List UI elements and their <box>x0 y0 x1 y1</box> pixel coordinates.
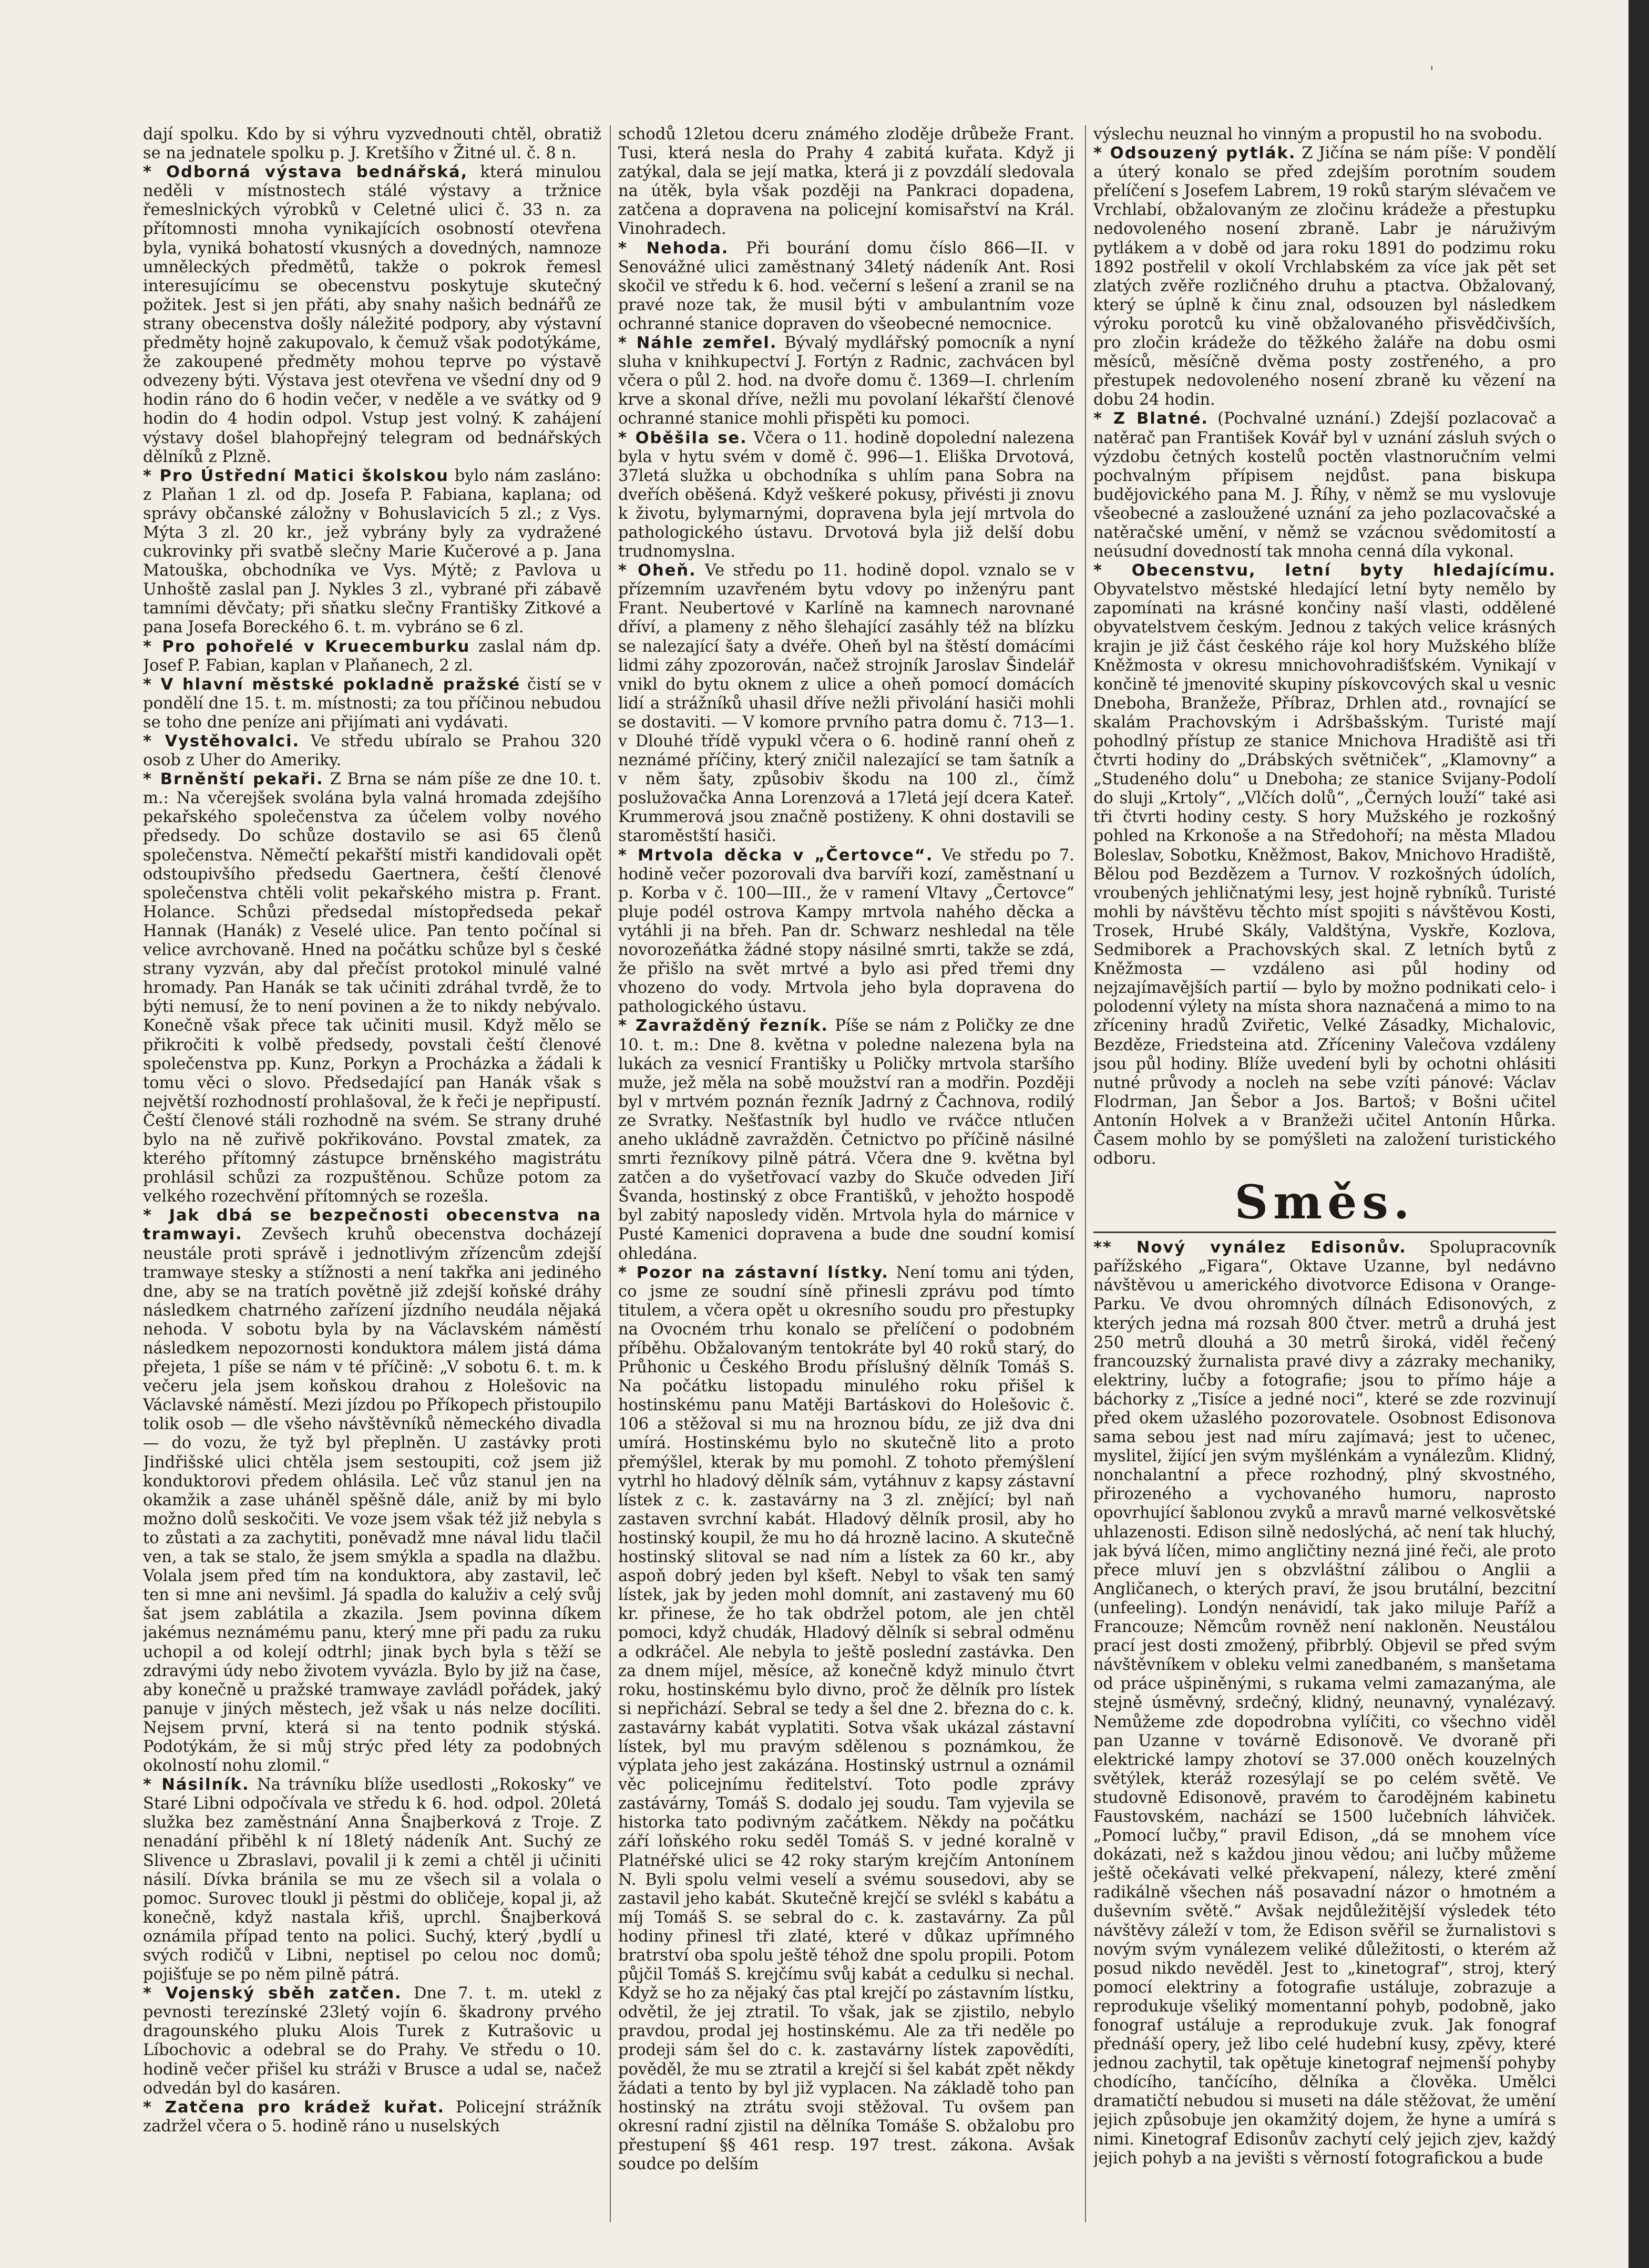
article-paragraph <box>143 163 601 467</box>
article-text: Obyvatelstvo městské hledající letní byty nemělo by zapomínati na krásné končiny naší vlasti, oddělené obyvatelstvem českým. Jednou z takých velice krásných krajin je již část českého ráje kol hory Mužského blíže Kněžmosta v okresu mnichovohradišťském. Vynikají v končině té jmenovité skupiny pískovcových skal u vesnic Dneboha, Branžeže, Příbraz, Drhlen atd., rovnající se skalám Prachovským i Adršbašským. Turisté mají pohodlný přístup ze stanice Mnichova Hradiště asi tři čtvrti hodiny do „Drábských světniček“, „Klamovny“ a „Studeného dolu“ u Dneboha; ze stanice Svijany-Podolí do sluji „Krtoly“, „Vlčích dolů“, „Černých louží“ také asi tři čtvrti hodiny cesty. S hory Mužského je rozkošný pohled na Krkonoše a na Středohoří; na města Mladou Boleslav, Sobotku, Kněžmost, Bakov, Mnichovo Hradiště, Bělou pod Bezdězem a Turnov. V rozkošných údolích, vroubených jehličnatými lesy, jest hojně rybníků. Turisté mohli by návštěvu těchto míst spojiti s návštěvou Kosti, Trosek, Hrubé Skály, Valdštýna, Vyskře, Kozlova, Sedmiborek a Prachovských skal. Z letních bytů z Kněžmosta — vzdáleno asi půl hodiny od nejzajímavějších partií — bylo by možno podnikati celo- i polodenní výlety na místa shora naznačená a mimo to na zříceniny hradů Zviřetic, Velké Zásadky, Michalovic, Bezděze, Friedsteina atd. Zříceniny Valečova vzdáleny jsou půl hodiny. Blíže uvedení byli by ochotni ohlásiti nutné průvody a nocleh na sebe vzíti pánové: Václav Flodrman, Jan Šebor a Jos. Bartoš; v Bošni učitel Antonín Holvek a v Branžeži učitel Antonín Hůrka. Časem mohlo by se pomýšleti na založení turistického odboru. <box>1093 580 1556 1168</box>
article-headline: * Brněnští pekaři. <box>143 770 324 789</box>
article-headline: * Z Blatné. <box>1093 409 1209 428</box>
article-paragraph <box>618 1264 1074 2174</box>
article-text: Na trávníku blíže usedlosti „Rokosky“ ve Staré Libni odpočívala ve středu k 6. hod. odpol. 20letá služka bez zaměstnání Anna Šnajberková z Troje. Z nenadání přiběhl k ní 18letý nádeník Ant. Suchý ze Slivence u Zbraslavi, povalil ji k zemi a chtěl ji učiniti násilí. Dívka bránila se mu ze všech sil a volala o pomoc. Surovec tloukl ji pěstmi do obličeje, kopal ji, až konečně, když nastala křiš, uprchl. Šnajberková oznámila případ tento na polici. Suchý, který ,bydlí u svých rodičů v Libni, neptisel po celou noc domů; pojišťuje se po něm pilně pátrá. <box>143 1776 601 1984</box>
column-divider <box>1085 125 1086 2222</box>
article-headline: * Obecenstvu, letní byty hledajícímu. <box>1093 561 1556 580</box>
article-text: Ve středu po 7. hodině večer pozorovali dva barvíři kozí, zaměstnaní u p. Korba v č. 100—III., že v ramení Vltavy „Čertovce“ pluje podél ostrova Kampy mrtvola nahého děcka a vytáhli ji na břeh. Pan dr. Schwarz neshledal na těle novorozeňátka žádné stopy násilné smrti, takže se zdá, že přišlo na svět mrtvé a bylo asi před třemi dny vhozeno do vody. Mrtvola jeho byla dopravena do pathologického ústavu. <box>618 846 1074 1017</box>
section-title-smes: Směs. <box>1234 1175 1415 1230</box>
article-text: Z Jičína se nám píše: V pondělí a úterý konalo se před zdejším porotním soudem přelíčení s Josefem Labrem, 19 roků starým slévačem ve Vrchlabí, obžalovaným ze zločinu krádeže a přestupku nedovoleného nosení zbraně. Labr je náruživým pytlákem a v době od jara roku 1891 do podzimu roku 1892 postřelil v okolí Vrchlabském za více jak pět set zlatých zvěře rozličného druhu a ptactva. Obžalovaný, který se úplně k činu znal, odsouzen byl následkem výroku porotců ku vině obžalovaného přisvědčivších, pro zločin krádeže do těžkého žaláře na dobu osmi měsíců, měsíčně dvěma posty zostřeného, a pro přestupek nedovoleného nosení zbraně ku vězení na dobu 24 hodin. <box>1093 144 1556 409</box>
article-text: schodů 12letou dceru známého zloděje drůbeže Frant. Tusi, která nesla do Prahy 4 zabitá kuřata. Když ji zatýkal, dala se její matka, která ji z povzdálí sledovala na útěk, byla však později na Pankraci dopadena, zatčena a dopravena na policejní komisařství na Král. Vinohradech. <box>618 125 1074 239</box>
article-paragraph <box>143 675 601 732</box>
article-text: čistí se v pondělí dne 15. t. m. místnosti; za tou příčinou nebudou se toho dne peníze ani přijímati ani vydávati. <box>143 675 601 732</box>
article-headline: * Jak dbá se bezpečnosti obecenstva na tramwayi. <box>143 1206 601 1244</box>
article-headline: * Oheň. <box>618 561 697 580</box>
article-text: která minulou neděli v místnostech stálé výstavy a tržnice řemeslnických výrobků v Celetné ulici č. 33 n. za přítomnosti mnoha vynikajících osobností otevřena byla, vyniká bohatostí vkusných a dovedných, namnoze umněleckých předmětů, takže o pokrok řemesl interesujícímu se obecenstvu poskytuje skutečný požitek. Jest si jen přáti, aby snahy našich bednářů ze strany obecenstva došly náležité podpory, aby výstavní předměty hojně zakupovalo, k čemuž však podotýkáme, že zakoupené předměty mohou teprve po výstavě odvezeny býti. Výstava jest otevřena ve všední dny od 9 hodin ráno do 6 hodin večer, v neděle a ve svátky od 9 hodin do 4 hodin odpol. Vstup jest volný. K zahájení výstavy došel blahopřejný telegram od bednářských dělníků z Plzně. <box>143 163 601 466</box>
article-text: Spolupracovník pařížského „Figara“, Oktave Uzanne, byl nedávno návštěvou u amerického divotvorce Edisona v Orange-Parku. Ve dvou ohromných dílnách Edisonových, z kterých jedna má rozsah 800 čtver. metrů a druhá jest 250 metrů dlouhá a 30 metrů široká, viděl řečený francouzský žurnalista pravé divy a zázraky mechaniky, elektriny, lučby a fotografie; jsou to přímo háje a báchorky z „Tisíce a jedné noci“, které se zde rozvinují před okem užaslého pozorovatele. Osobnost Edisonova sama sebou jest nad míru zajímavá; jest to učenec, myslitel, žijící jen svým myšlénkám a vynálezům. Klidný, nonchalantní a přece rozhodný, plný skvostného, přirozeného a vychovaného humoru, naprosto opovrhující šablonou zvyků a mravů marné velkosvětské uhlazenosti. Edison silně nedoslýchá, ač není tak hluchý, jak bývá líčen, mimo angličtiny nezná jiné řeči, ale proto přece mluví jen s obzvláštní zálibou o Anglii a Angličanech, o kterých praví, že jsou brutální, bezcitní (unfeeling). Londýn nenávidí, tak jako miluje Paříž a Francouze; Němcům rovněž není nakloněn. Neustálou prací jest dosti zmožený, přibrblý. Objevil se před svým návštěvníkem v obleku velmi zanedbaném, s manšetama od práce ušpiněnými, s rukama velmi zamazanýma, ale stejně úsměvný, srdečný, klidný, neunavný, vynalézavý. Nemůžeme zde dopodrobna vylíčiti, co všechno viděl pan Uzanne v továrně Edisonově. Ve dvoraně při elektrické lampy zhotoví se 37.000 oněch kouzelných světýlek, kteráž rozesýlají se po celém světě. Ve studovně Edisonově, pravém to čarodějném kabinetu Faustovském, nachází se 1500 lučebních láhviček. „Pomocí lučby,“ pravil Edison, „dá se mnohem více dokázati, než s každou jinou vědou; ani lučby můžeme ještě očekávati velké překvapení, nálezy, které změní radikálně všechen náš posavadní názor o hmotném a duševním světě.“ Avšak nejdůležitější výsledek této návštěvy záleží v tom, že Edison svěřil se žurnalistovi s novým svým vynálezem veliké důležitosti, o kterém až posud nikdo nevěděl. Jest to „kinetograf“, stroj, který pomocí elektriny a fotografie ustáluje, zobrazuje a reprodukuje všeliký momentanní pohyb, podobně, jako fonograf ustáluje a reprodukuje zvuk. Jak fonograf přednáší opery, jež libo celé hudební kusy, zpěvy, které jednou zachytil, tak opětuje kinetograf nejmenší pohyby chodícího, tančícího, dělníka a člověka. Umělci dramatičtí nebudou si museti na dále stěžovat, že umění jejich způsobuje jen okamžitý dojem, že hyne a umírá s nimi. Kinetograf Edisonův zachytí celý jejich zjev, každý jejich pohyb a na jevišti s věrností fotografickou a bude <box>1093 1238 1556 2168</box>
article-text: Zevšech kruhů obecenstva docházejí neustále proti správě i jednotlivým zřízencům zdejší tramwaye stesky a stížnosti a není takřka ani jediného dne, aby se na tratích povětně již zdejší koňské dráhy následkem chatrného zařízení jízdního neudála nějaká nehoda. V sobotu byla by na Václavském náměstí následkem nepozornosti konduktora málem jistá dáma přejeta, 1 píše se nám v té příčině: „V sobotu 6. t. m. k večeru jela jsem koňskou drahou z Holešovic na Václavské náměstí. Mezi jízdou po Příkopech přistoupilo tolik osob — dle všeho návštěvníků německého divadla — do vozu, že tyž byl přeplněn. U zastávky proti Jindřišské ulici chtěla jsem sestoupiti, což jsem již konduktorovi předem ohlásila. Leč vůz stanul jen na okamžik a zase uháněl spěšně dále, aniž by mi bylo možno dolů seskočiti. Ve voze jsem však též již nebyla s to zůstati a za zachytiti, poněvadž mne nával lidu tlačil ven, a tak se stalo, že jsem smýkla a spadla na dlažbu. Volala jsem před tím na konduktora, aby zastavil, leč ten si mne ani nevšiml. Já spadla do kaluživ a celý svůj šat jsem zablátila a zkazila. Jsem povinna díkem jakémus neznámému panu, který mne při padu za ruku uchopil a od kolejí odtrhl; jinak bych byla s těží se zdravými údy nebo životem vyvázla. Bylo by již na čase, aby konečně u pražské tramwaye zavládl pořádek, jaký panuje v jiných městech, jež však u nás nelze docíliti. Nejsem první, která si na tento podnik stýská. Podotýkám, že si můj strýc před léty za podobných okolností nohu zlomil.“ <box>143 1225 601 1776</box>
column-1 <box>143 125 601 2222</box>
article-text: bylo nám zasláno: z Plaňan 1 zl. od dp. Josefa P. Fabiana, kaplana; od správy občanské záložny v Bohuslavicích 5 zl.; z Vys. Mýta 3 zl. 20 kr., jež vybrány byly za vydražené cukrovinky při svatbě slečny Marie Kučerové a p. Jana Matouška, obchodníka ve Vys. Mýtě; z Pavlova u Unhoště zaslal pan J. Nykles 3 zl., vybrané při zábavě tamními děvčaty; při sňatku slečny Františky Zitkové a pana Josefa Boreckého 6. t. m. vybráno se 6 zl. <box>143 466 601 637</box>
article-headline: * Zavražděný řezník. <box>618 1017 829 1035</box>
article-paragraph <box>143 1206 601 1776</box>
article-paragraph <box>618 1017 1074 1263</box>
article-headline: * Pozor na zástavní lístky. <box>618 1263 889 1282</box>
article-headline: * Pro pohořelé v Kruecemburku <box>143 637 470 656</box>
article-paragraph <box>1093 144 1556 409</box>
article-text: Není tomu ani týden, co jsme ze soudní síně přinesli zprávu pod tímto titulem, a včera opět u okresního soudu pro přestupky na Ovocném trhu konalo se přelíčení o podobném příběhu. Obžalovaným tentokráte byl 40 roků starý, do Průhonic u Českého Brodu příslušný dělník Tomáš S. Na počátku listopadu minulého roku přišel k hostinskému panu Matěji Bartáskovi do Holešovic č. 106 a stěžoval si mu na hroznou bídu, ze již dva dni umírá. Hostinskému bylo no skutečně lito a proto přemýšlel, kterak by mu pomohl. Z tohoto přemýšlení vytrhl ho hladový dělník sám, vytáhnuv z kapsy zástavní lístek z c. k. zastavárny na 3 zl. znějící; byl naň zastaven svrchní kabát. Hladový dělník prosil, aby ho hostinský koupil, že mu ho dá hrozně lacino. A skutečně hostinský slitoval se nad ním a lístek za 60 kr., aby aspoň dobrý jeden byl kšeft. Nebyl to však ten samý lístek, jak by jeden mohl domnít, ani zastavený mu 60 kr. přinese, že ho tak obdržel potom, ale jen chtěl pomoci, když chudák, Hladový dělník si sebral odměnu a odkráčel. Ale nebyla to ještě poslední zastávka. Den za dnem míjel, měsíce, až konečně když minulo čtvrt roku, hostinskému bylo divno, proč že dělník pro lístek si nepřichází. Sebral se tedy a šel dne 2. března do c. k. zastavárny kabát vyplatiti. Sotva však ukázal zástavní lístek, byl mu pravým sdělenou s poznámkou, že výplata jeho jest zakázána. Hostinský ustrnul a oznámil věc policejnímu ředitelství. Toto podle zprávy zastávárny, Tomáš S. dodalo jej soudu. Tam vyjevila se historka tato podivným začátkem. Někdy na počátku září loňského roku seděl Tomáš S. v jedné koralně v Platnéřské ulici se 42 roky starým krejčím Antonínem N. Byli spolu velmi veselí a svému sousedovi, aby se zastavil jeho kabát. Skutečně krejčí se svlékl s kabátu a míj Tomáš S. se sebral do c. k. zastavárny. Za půl hodiny přinesl tři zlaté, které v důkaz upřímného bratrství oba spolu ještě téhož dne spolu propili. Potom půjčil Tomáš S. krejčímu svůj kabát a cedulku si nechal. Když se ho za nějaký čas ptal krejčí po zástavním lístku, odvětil, že jej ztratil. To však, jak se zjistilo, nebylo pravdou, prodal jej hostinskému. Ale za tři neděle po prodeji sám šel do c. k. zastavárny lístek zapovědíti, pověděl, že mu se ztratil a krejčí si šel kabát zpět někdy žádati a tento by byl již vyplacen. Na základě toho pan hostinský na ztrátu svoji stěžoval. Tu ovšem pan okresní radní zjistil na dělníka Tomáše S. obžalobu pro přestupení §§ 461 resp. 197 trest. zákona. Avšak soudce po delším <box>618 1263 1074 2174</box>
article-paragraph <box>143 1776 601 1984</box>
article-text: Policejní strážník zadržel včera o 5. hodině ráno u nuselských <box>143 2098 601 2136</box>
article-paragraph <box>143 467 601 638</box>
article-headline: * Oběšila se. <box>618 428 747 447</box>
article-headline: * Mrtvola děcka v „Čertovce“. <box>618 846 934 865</box>
article-paragraph <box>143 638 601 675</box>
article-text: dají spolku. Kdo by si výhru vyzvednouti chtěl, obratiž se na jednatele spolku p. J. Kretšího v Žitné ul. č. 8 n. <box>143 125 601 163</box>
article-paragraph <box>1093 1238 1556 2168</box>
article-paragraph <box>618 125 1074 239</box>
article-headline: * Pro Ústřední Matici školskou <box>143 466 449 485</box>
article-text: Včera o 11. hodině dopolední nalezena byla v hytu svém v domě č. 996—1. Eliška Drvotová, 37letá služka u obchodníka s uhlím pana Sobra na dveřích oběšená. Když veškeré pokusy, přivésti ji znovu k životu, bylymarnými, dopravena byla její mrtvola do pathologického ústavu. Drvotová byla již delší dobu trudnomyslna. <box>618 428 1074 561</box>
article-headline: * Odsouzený pytlák. <box>1093 144 1296 163</box>
article-text: Při bourání domu číslo 866—II. v Senovážné ulici zaměstnaný 34letý nádeník Ant. Rosi skočil ve středu k 6. hod. večerní s lešení a zranil se na pravé noze tak, že musil býti v ambulantním voze ochranné stanice dopraven do všeobecné nemocnice. <box>618 239 1074 333</box>
article-headline: * Nehoda. <box>618 239 729 258</box>
article-text: Bývalý mydlářský pomocník a nyní sluha v knihkupectví J. Fortýn z Radnic, zachvácen byl včera o půl 2. hod. na dvoře domu č. 1369—I. chrlením krve a skonal dříve, nežli mu povolaní lékařští členové ochranné stanice mohli přispěti ku pomoci. <box>618 334 1074 428</box>
article-paragraph <box>1093 409 1556 561</box>
column-3 <box>1093 125 1556 2222</box>
section-divider <box>1093 1232 1556 1233</box>
article-paragraph <box>618 334 1074 428</box>
article-headline: * Násilník. <box>143 1776 250 1794</box>
column-3-articles <box>1093 125 1556 1168</box>
column-2 <box>618 125 1074 2222</box>
smes-articles <box>1093 1238 1556 2168</box>
article-headline: * Vojenský sběh zatčen. <box>143 1984 402 2003</box>
article-text: Z Brna se nám píše ze dne 10. t. m.: Na včerejšek svolána byla valná hromada zdejšího pekařského společenstva za účelem volby nového předsedy. Do schůze dostavilo se asi 65 členů společenstva. Němečtí pekařští mistři kandidovali opět odstoupivšího předsedu Gaertnera, čeští členové společenstva chtěli volit pekařského mistra p. Frant. Holance. Schůzi předsedal místopředseda pekař Hannak (Hanák) z Veselé ulice. Pan tento počínal si velice avrchovaně. Hned na počátku schůze byl s české strany vyzván, aby dal přečíst protokol minulé valné hromady. Pan Hanák se tak učiniti zdráhal tvrdě, že to býti nemusí, že to není povinen a že to nikdy nebývalo. Konečně však přece tak učiniti musil. Když mělo se přikročiti k volbě předsedy, povstali čeští členové společenstva pp. Kunz, Porkyn a Procházka a žádali k tomu věci o slovo. Předsedající pan Hanák však s největší rozhodností prohlašoval, že k řeči je nepřipustí. Čeští členové stáli rozhodně na svém. Se strany druhé bylo na ně zuřivě pokřikováno. Povstal zmatek, za kterého přítomný zástupce brněnského magistrátu prohlásil schůzi za rozpuštěnou. Schůze potom za velkého rozechvění přítomných se rozešla. <box>143 770 601 1206</box>
article-text: zaslal nám dp. Josef P. Fabian, kaplan v Plaňanech, 2 zl. <box>143 637 601 675</box>
article-paragraph <box>618 239 1074 334</box>
article-paragraph <box>618 561 1074 846</box>
article-text: (Pochvalné uznání.) Zdejší pozlacovač a natěrač pan František Kovář byl v uznání zásluh svých o výzdobu četných kostelů poctěn vlastnoručním velmi pochvalným přípisem nejdůst. pana biskupa budějovického pana M. J. Říhy, v němž se mu vyslovuje všeobecné a zasloužené uznání za jeho pozlacovačské a natěračské umění, v němž se vzácnou svědomitostí a neúsudní dovedností tak mnoha cenná díla vykonal. <box>1093 409 1556 561</box>
column-divider <box>610 125 611 2222</box>
article-headline: ** Nový vynález Edisonův. <box>1093 1238 1407 1257</box>
article-text: Ve středu ubíralo se Prahou 320 osob z Uher do Ameriky. <box>143 732 601 770</box>
article-headline: * Náhle zemřel. <box>618 334 777 353</box>
article-text: Píše se nám z Poličky ze dne 10. t. m.: Dne 8. května v poledne nalezena byla na lukách za vesnicí Františky u Poličky mrtvola staršího muže, jež měla na sobě moužství ran a modřin. Později byl v mrtvém poznán řezník Jadrný z Čachnova, rodilý ze Svratky. Nešťastník byl hudlo ve rváčce ntlučen aneho ukládně zavražděn. Četnictvo po příčině násilné smrti řezníkovy pilně pátrá. Včera dne 9. května byl zatčen a do vyšetřovací vazby do Skuče odveden Jiří Švanda, hostinský z obce Františků, v jehožto hospodě byl zabitý naposledy viděn. Mrtvola hyla do márnice v Pusté Kamenici dopravena a bude dne soudní komisí ohledána. <box>618 1017 1074 1263</box>
article-paragraph <box>143 1984 601 2098</box>
article-headline: * Zatčena pro krádež kuřat. <box>143 2098 445 2117</box>
article-paragraph <box>143 125 601 163</box>
article-paragraph <box>618 429 1074 562</box>
scan-edge <box>1628 0 1649 2268</box>
article-paragraph <box>1093 125 1556 144</box>
article-paragraph <box>143 770 601 1206</box>
article-paragraph <box>143 2098 601 2136</box>
article-paragraph <box>143 732 601 770</box>
article-headline: * V hlavní městské pokladně pražské <box>143 675 521 694</box>
article-text: Dne 7. t. m. utekl z pevnosti terezínské 23letý vojín 6. škadrony prvého dragounského pluku Alois Turek z Kutrašovic u Líbochovic a odebral se do Prahy. Ve středu o 10. hodině večer přišel ku stráži v Brusce a udal se, načež odvedán byl do kasáren. <box>143 1984 601 2098</box>
article-text: Ve středu po 11. hodině dopol. vznalo se v přízemním uzavřeném bytu vdovy po inženýru pant Frant. Neubertové v Karlíně na kamnech narovnané dříví, a plameny z něho šlehající zasáhly též na blízku se nalezající šaty a dvéře. Oheň byl na štěstí domácími lidmi záhy zpozorován, načež strojník Jaroslav Šindelář vnikl do bytu oknem z ulice a oheň pomocí domácích lidí a strážníků uhasil dříve nežli přivolání hasiči mohli se dostaviti. — V komore prvního patra domu č. 713—1. v Dlouhé třídě vypukl včera o 6. hodině ranní oheň z neznámé příčiny, který zničil nalezající se tam šatník a v něm šaty, způsobiv škodu na 100 zl., čímž poslužovačka Anna Lorenzová a 17letá její dcera Kateř. Krummerová jsou značně postiženy. K ohni dostavili se staroměstští hasiči. <box>618 561 1074 846</box>
article-text: výslechu neuznal ho vinným a propustil ho na svobodu. <box>1093 125 1543 143</box>
article-paragraph <box>1093 561 1556 1168</box>
page-mark: ' <box>1430 63 1434 80</box>
article-paragraph <box>618 846 1074 1017</box>
article-headline: * Odborná výstava bednářská, <box>143 163 468 182</box>
article-headline: * Vystěhovalci. <box>143 732 300 751</box>
